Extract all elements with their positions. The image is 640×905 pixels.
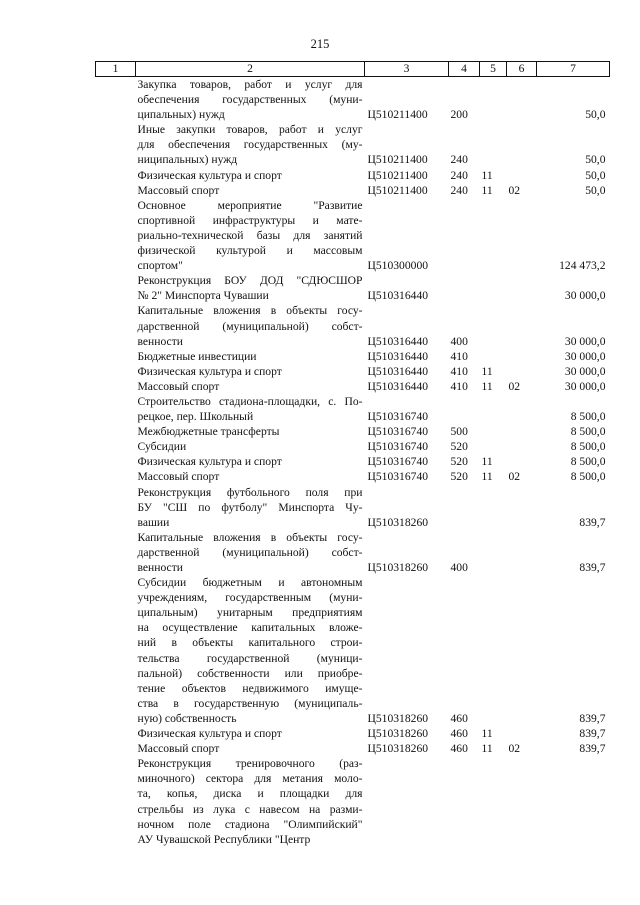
row-name-cell [136, 168, 365, 183]
row-name-cell [136, 273, 365, 303]
row-name-line: Физическая культура и спорт [137, 455, 282, 469]
row-vr-cell: 410 [450, 379, 468, 393]
row-name-line: ниципальных) нужд [137, 153, 238, 167]
row-name-cell [136, 756, 365, 847]
row-name-line: Основное мероприятие "Развитие [137, 198, 363, 212]
row-name-cell [136, 349, 365, 364]
row-name-line: пальной) собственности или приобре- [137, 666, 363, 680]
row-name-line: Реконструкция тренировочного (раз- [137, 757, 363, 771]
row-name-line: № 2" Минспорта Чувашии [137, 289, 269, 303]
row-vr-cell: 240 [450, 153, 468, 167]
table-row [96, 485, 610, 530]
row-pr-cell [507, 454, 537, 469]
row-pr-cell [507, 364, 537, 379]
table-row [96, 198, 610, 273]
table-row [96, 394, 610, 424]
row-rz-cell: 11 [481, 470, 493, 484]
row-rz-cell [480, 439, 507, 454]
row-rz-cell [480, 485, 507, 530]
row-name-cell [136, 575, 365, 726]
row-name-line: Закупка товаров, работ и услуг для [137, 78, 363, 91]
row-name-line: Массовый спорт [137, 183, 220, 197]
row-amount-cell: 30 000,0 [564, 334, 606, 348]
header-col-6: 6 [507, 62, 537, 77]
row-name-cell [136, 198, 365, 273]
row-name-line: дарственной (муниципальной) собст- [137, 319, 363, 333]
row-blank-cell [96, 77, 136, 123]
table-row [96, 424, 610, 439]
row-blank-cell [96, 183, 136, 198]
row-code-cell: Ц510316440 [367, 289, 429, 303]
row-rz-cell: 11 [481, 727, 493, 741]
row-name-line: для обеспечения государственных (му- [137, 138, 363, 152]
row-rz-cell [480, 756, 507, 847]
row-vr-cell: 410 [450, 364, 468, 378]
row-amount-cell: 839,7 [579, 727, 606, 741]
row-name-line: спортивной инфраструктуры и мате- [137, 213, 363, 227]
row-name-line: Межбюджетные трансферты [137, 425, 280, 439]
row-vr-cell: 460 [450, 711, 468, 725]
row-code-cell: Ц510316740 [367, 410, 429, 424]
row-pr-cell [507, 168, 537, 183]
row-vr-cell: 240 [450, 168, 468, 182]
row-amount-cell: 50,0 [585, 168, 606, 182]
row-name-line: Бюджетные инвестиции [137, 349, 257, 363]
row-amount-cell: 30 000,0 [564, 364, 606, 378]
table-row [96, 575, 610, 726]
row-vr-cell: 520 [450, 455, 468, 469]
row-name-line: физической культурой и массовым [137, 244, 363, 258]
table-row [96, 273, 610, 303]
row-name-cell [136, 469, 365, 484]
row-rz-cell [480, 530, 507, 575]
row-blank-cell [96, 273, 136, 303]
row-vr-cell: 460 [450, 727, 468, 741]
row-name-line: Капитальные вложения в объекты госу- [137, 304, 363, 318]
row-code-cell: Ц510211400 [367, 183, 428, 197]
row-name-line: Массовый спорт [137, 379, 220, 393]
row-name-cell [136, 424, 365, 439]
row-blank-cell [96, 364, 136, 379]
table-row [96, 168, 610, 183]
row-code-cell: Ц510318260 [367, 727, 429, 741]
row-amount-cell: 8 500,0 [570, 470, 606, 484]
row-blank-cell [96, 454, 136, 469]
row-name-line: Реконструкция футбольного поля при [137, 485, 363, 499]
table-row [96, 349, 610, 364]
row-name-line: ний в объекты капитального строи- [137, 636, 363, 650]
row-vr-cell: 520 [450, 470, 468, 484]
header-col-7: 7 [537, 62, 610, 77]
row-vr-cell: 200 [450, 108, 468, 122]
row-code-cell: Ц510211400 [367, 153, 428, 167]
row-pr-cell [507, 77, 537, 123]
row-vr-cell [449, 756, 480, 847]
row-name-line: Физическая культура и спорт [137, 168, 282, 182]
row-blank-cell [96, 726, 136, 741]
row-vr-cell: 400 [450, 334, 468, 348]
row-rz-cell [480, 198, 507, 273]
row-name-cell [136, 530, 365, 575]
header-col-1: 1 [96, 62, 136, 77]
row-vr-cell: 500 [450, 425, 468, 439]
row-rz-cell [480, 273, 507, 303]
row-name-line: на осуществление капитальных вложе- [137, 621, 363, 635]
row-name-line: спортом" [137, 259, 183, 273]
row-name-line: БУ "СШ по футболу" Минспорта Чу- [137, 500, 363, 514]
row-pr-cell [507, 303, 537, 348]
row-vr-cell [449, 394, 480, 424]
row-code-cell: Ц510300000 [367, 259, 429, 273]
row-vr-cell: 400 [450, 561, 468, 574]
table-row [96, 122, 610, 167]
table-row [96, 530, 610, 575]
row-blank-cell [96, 303, 136, 348]
row-vr-cell [449, 198, 480, 273]
row-amount-cell: 50,0 [585, 153, 606, 167]
row-rz-cell [480, 122, 507, 167]
row-code-cell: Ц510318260 [367, 711, 429, 725]
row-name-line: Капитальные вложения в объекты госу- [137, 530, 363, 544]
row-amount-cell: 30 000,0 [564, 289, 606, 303]
row-name-line: ципальных) нужд [137, 108, 225, 122]
row-amount-cell: 839,7 [579, 561, 606, 574]
row-name-line: миночного) сектора для метания моло- [137, 772, 363, 786]
row-name-line: венности [137, 334, 183, 348]
row-name-cell [136, 122, 365, 167]
row-vr-cell: 520 [450, 440, 468, 454]
row-name-line: венности [137, 561, 183, 574]
table-body [96, 77, 610, 847]
row-vr-cell: 410 [450, 349, 468, 363]
row-rz-cell [480, 394, 507, 424]
row-code-cell: Ц510316740 [367, 470, 429, 484]
row-vr-cell [449, 273, 480, 303]
row-pr-cell [507, 726, 537, 741]
row-name-cell [136, 439, 365, 454]
row-amount-cell: 50,0 [585, 108, 606, 122]
row-name-line: Физическая культура и спорт [137, 364, 282, 378]
row-pr-cell: 02 [508, 183, 521, 197]
row-name-line: обеспечения государственных (муни- [137, 93, 363, 107]
row-code-cell: Ц510318260 [367, 561, 429, 574]
row-code-cell: Ц510316440 [367, 349, 429, 363]
row-amount-cell: 124 473,2 [559, 259, 606, 273]
row-pr-cell [507, 394, 537, 424]
row-name-line: Субсидии бюджетным и автономным [137, 576, 363, 590]
row-name-cell [136, 183, 365, 198]
row-pr-cell [507, 756, 537, 847]
header-col-5: 5 [480, 62, 507, 77]
row-blank-cell [96, 439, 136, 454]
header-col-4: 4 [449, 62, 480, 77]
table-row [96, 469, 610, 484]
row-blank-cell [96, 485, 136, 530]
header-col-3: 3 [365, 62, 449, 77]
row-name-line: ную) собственность [137, 711, 237, 725]
table-row [96, 77, 610, 123]
row-name-line: Реконструкция БОУ ДОД "СДЮСШОР [137, 274, 363, 288]
table-row [96, 303, 610, 348]
row-blank-cell [96, 198, 136, 273]
row-amount-cell: 839,7 [579, 711, 606, 725]
row-name-line: АУ Чувашской Республики "Центр [137, 832, 311, 846]
row-blank-cell [96, 122, 136, 167]
row-rz-cell: 11 [481, 168, 493, 182]
row-pr-cell [507, 424, 537, 439]
row-name-line: Массовый спорт [137, 470, 220, 484]
table-row [96, 741, 610, 756]
row-amount-cell: 30 000,0 [564, 379, 606, 393]
row-blank-cell [96, 469, 136, 484]
row-amount-cell: 8 500,0 [570, 410, 606, 424]
row-vr-cell: 460 [450, 742, 468, 756]
row-name-line: вашии [137, 515, 170, 529]
row-name-line: ципальным) унитарным предприятиям [137, 606, 363, 620]
row-code-cell: Ц510316740 [367, 425, 429, 439]
budget-table [95, 61, 610, 847]
row-pr-cell [507, 575, 537, 726]
row-name-line: Иные закупки товаров, работ и услуг [137, 123, 363, 137]
table-row [96, 454, 610, 469]
row-code-cell [365, 756, 449, 847]
row-code-cell: Ц510318260 [367, 515, 429, 529]
row-blank-cell [96, 394, 136, 424]
table-row [96, 756, 610, 847]
row-blank-cell [96, 168, 136, 183]
row-rz-cell: 11 [481, 364, 493, 378]
row-amount-cell: 8 500,0 [570, 455, 606, 469]
row-blank-cell [96, 756, 136, 847]
row-pr-cell [507, 439, 537, 454]
row-blank-cell [96, 741, 136, 756]
row-code-cell: Ц510316440 [367, 379, 429, 393]
row-name-line: та, копья, диска и площадки для [137, 787, 363, 801]
row-amount-cell: 8 500,0 [570, 440, 606, 454]
row-amount-cell: 839,7 [579, 515, 606, 529]
row-name-line: Физическая культура и спорт [137, 727, 282, 741]
row-pr-cell [507, 273, 537, 303]
row-pr-cell [507, 485, 537, 530]
row-name-line: ства в государственную (муниципаль- [137, 696, 363, 710]
row-rz-cell [480, 303, 507, 348]
row-name-cell [136, 364, 365, 379]
row-blank-cell [96, 424, 136, 439]
header-row [96, 62, 610, 77]
row-name-line: ночном поле стадиона "Олимпийский" [137, 817, 363, 831]
row-pr-cell [507, 530, 537, 575]
row-vr-cell: 240 [450, 183, 468, 197]
table-row [96, 726, 610, 741]
row-name-cell [136, 454, 365, 469]
row-name-line: тельства государственной (муници- [137, 651, 363, 665]
row-code-cell: Ц510211400 [367, 108, 428, 122]
row-rz-cell [480, 349, 507, 364]
row-name-cell [136, 726, 365, 741]
table-row [96, 379, 610, 394]
row-name-line: Строительство стадиона-площадки, с. По- [137, 394, 363, 408]
row-rz-cell: 11 [481, 379, 493, 393]
row-code-cell: Ц510316740 [367, 440, 429, 454]
row-code-cell: Ц510316740 [367, 455, 429, 469]
row-rz-cell: 11 [481, 183, 493, 197]
row-pr-cell: 02 [508, 379, 521, 393]
row-name-cell [136, 741, 365, 756]
row-name-line: Массовый спорт [137, 742, 220, 756]
row-amount-cell: 839,7 [579, 742, 606, 756]
row-rz-cell [480, 575, 507, 726]
row-blank-cell [96, 349, 136, 364]
row-vr-cell [449, 485, 480, 530]
table-row [96, 364, 610, 379]
page-number: 215 [310, 37, 330, 51]
row-code-cell: Ц510316440 [367, 334, 429, 348]
row-blank-cell [96, 379, 136, 394]
row-rz-cell [480, 424, 507, 439]
row-rz-cell: 11 [481, 455, 493, 469]
row-code-cell: Ц510316440 [367, 364, 429, 378]
table-row [96, 183, 610, 198]
row-amount-cell: 8 500,0 [570, 425, 606, 439]
row-pr-cell [507, 198, 537, 273]
row-name-cell [136, 77, 365, 123]
row-amount-cell: 30 000,0 [564, 349, 606, 363]
row-name-line: дарственной (муниципальной) собст- [137, 545, 363, 559]
row-name-cell [136, 394, 365, 424]
row-name-cell [136, 303, 365, 348]
row-pr-cell: 02 [508, 470, 521, 484]
row-amount-cell: 50,0 [585, 183, 606, 197]
row-name-line: тение объектов недвижимого имуще- [137, 681, 363, 695]
row-name-line: риально-технической базы для занятий [137, 228, 363, 242]
row-blank-cell [96, 575, 136, 726]
row-rz-cell [480, 77, 507, 123]
table-row [96, 439, 610, 454]
row-rz-cell: 11 [481, 742, 493, 756]
row-pr-cell [507, 349, 537, 364]
row-pr-cell: 02 [508, 742, 521, 756]
row-pr-cell [507, 122, 537, 167]
row-code-cell: Ц510318260 [367, 742, 429, 756]
row-blank-cell [96, 530, 136, 575]
row-name-line: Субсидии [137, 440, 187, 454]
header-col-2: 2 [136, 62, 365, 77]
row-name-line: рецкое, пер. Школьный [137, 410, 254, 424]
row-amount-cell [537, 756, 610, 847]
row-code-cell: Ц510211400 [367, 168, 428, 182]
row-name-line: учреждениям, государственным (муни- [137, 591, 363, 605]
row-name-cell [136, 379, 365, 394]
row-name-cell [136, 485, 365, 530]
row-name-line: стрельбы из лука с навесом на разми- [137, 802, 363, 816]
